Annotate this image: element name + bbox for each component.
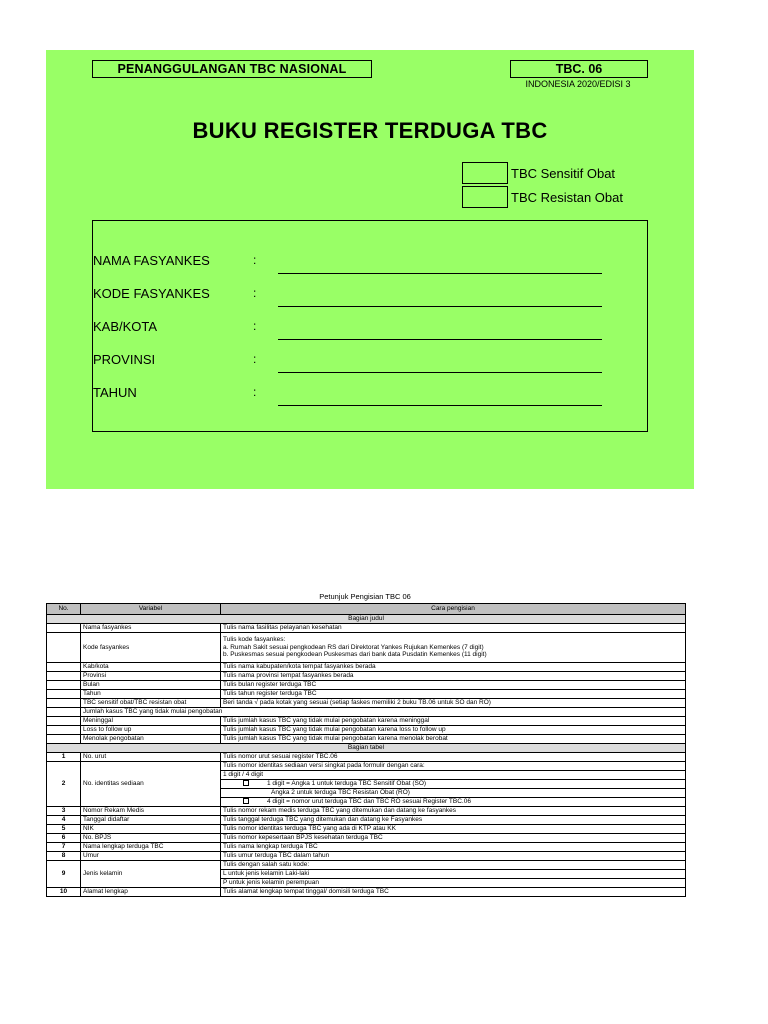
guide-title: Petunjuk Pengisian TBC 06 (319, 592, 411, 601)
section-row (47, 744, 686, 753)
cell-no: 10 (47, 888, 81, 897)
cell-variable: Tahun (81, 690, 221, 699)
form-code: TBC. 06 (510, 60, 648, 78)
checkbox-box[interactable] (462, 186, 508, 208)
cell-no (47, 672, 81, 681)
cell-variable: Kode fasyankes (81, 633, 221, 663)
cell-method: Tulis umur terduga TBC dalam tahun (221, 852, 686, 861)
table-row (47, 735, 686, 744)
cell-variable: Provinsi (81, 672, 221, 681)
cell-variable: TBC sensitif obat/TBC resistan obat (81, 699, 221, 708)
col-header-no: No. (47, 604, 81, 615)
field-label: KODE FASYANKES (93, 286, 210, 301)
cell-method: Tulis alamat lengkap tempat tinggal/ domisili terduga TBC (221, 888, 686, 897)
cell-method: Tulis nomor urut sesuai register TBC.06 (221, 753, 686, 762)
cell-no (47, 633, 81, 663)
cell-method: Tulis nama fasilitas pelayanan kesehatan (221, 624, 686, 633)
option-text: 1 digit = Angka 1 untuk terduga TBC Sensitif Obat (SO) (267, 780, 427, 788)
table-row (47, 753, 686, 762)
cell-variable: Nomor Rekam Medis (81, 807, 221, 816)
cell-no: 7 (47, 843, 81, 852)
cell-no: 6 (47, 834, 81, 843)
table-row (47, 624, 686, 633)
cell-variable: Tanggal didaftar (81, 816, 221, 825)
field-colon: : (253, 253, 257, 267)
cell-variable: No. identitas sediaan (81, 762, 221, 807)
cell-no: 5 (47, 825, 81, 834)
table-row (47, 834, 686, 843)
field-underline[interactable] (278, 273, 602, 274)
field-district[interactable] (93, 317, 649, 339)
cell-no: 2 (47, 762, 81, 807)
table-row (47, 681, 686, 690)
cell-variable: Nama fasyankes (81, 624, 221, 633)
method-line: a. Rumah Sakit sesuai pengkodean RS dari Direktorat Yankes Rujukan Kemenkes (7 digit) (223, 643, 484, 651)
facility-info-box (92, 220, 648, 432)
table-row (47, 888, 686, 897)
cell-no (47, 663, 81, 672)
cell-method: P untuk jenis kelamin perempuan (221, 879, 686, 888)
table-row (47, 762, 686, 771)
cell-method: Tulis tanggal terduga TBC yang ditemukan dan datang ke Fasyankes (221, 816, 686, 825)
cell-method: Tulis nama kabupaten/kota tempat fasyankes berada (221, 663, 686, 672)
checkbox-sensitive[interactable] (462, 162, 615, 184)
cell-method: Tulis nomor kepesertaan BPJS kesehatan terduga TBC (221, 834, 686, 843)
cell-method: Tulis jumlah kasus TBC yang tidak mulai pengobatan karena menolak berobat (221, 735, 686, 744)
cell-variable: NIK (81, 825, 221, 834)
cell-no (47, 624, 81, 633)
cell-no (47, 726, 81, 735)
cell-no: 8 (47, 852, 81, 861)
field-colon: : (253, 385, 257, 399)
cell-no (47, 735, 81, 744)
cell-variable: Loss to follow up (81, 726, 221, 735)
cell-method: 1 digit / 4 digit (221, 771, 686, 780)
cell-no (47, 717, 81, 726)
table-row (47, 843, 686, 852)
checkbox-icon (243, 780, 249, 786)
table-row (47, 699, 686, 708)
cell-method: Tulis nama provinsi tempat fasyankes berada (221, 672, 686, 681)
cell-no (47, 690, 81, 699)
program-name: PENANGGULANGAN TBC NASIONAL (92, 60, 372, 78)
field-province[interactable] (93, 350, 649, 372)
cell-method: Tulis nama lengkap terduga TBC (221, 843, 686, 852)
cell-variable: Menolak pengobatan (81, 735, 221, 744)
table-row (47, 861, 686, 870)
section-table-title: Bagian tabel (47, 744, 686, 753)
cell-method: Tulis nomor identitas terduga TBC yang ada di KTP atau KK (221, 825, 686, 834)
field-label: KAB/KOTA (93, 319, 158, 334)
checkbox-label: TBC Resistan Obat (511, 189, 623, 205)
checkbox-box[interactable] (462, 162, 508, 184)
cell-no (47, 708, 81, 717)
col-header-method: Cara pengisian (221, 604, 686, 615)
field-underline[interactable] (278, 405, 602, 406)
field-colon: : (253, 352, 257, 366)
field-colon: : (253, 286, 257, 300)
field-year[interactable] (93, 383, 649, 405)
table-row (47, 726, 686, 735)
cell-variable: Alamat lengkap (81, 888, 221, 897)
field-facility-code[interactable] (93, 284, 649, 306)
cell-method: L untuk jenis kelamin Laki-laki (221, 870, 686, 879)
cell-no (47, 681, 81, 690)
edition-label: INDONESIA 2020/EDISI 3 (525, 79, 631, 89)
table-row (47, 672, 686, 681)
cell-variable: No. BPJS (81, 834, 221, 843)
subheading-row (47, 708, 686, 717)
table-row (47, 825, 686, 834)
cell-method: Tulis jumlah kasus TBC yang tidak mulai pengobatan karena meninggal (221, 717, 686, 726)
cell-variable: No. urut (81, 753, 221, 762)
method-line: Tulis kode fasyankes: (223, 636, 286, 644)
table-row (47, 852, 686, 861)
cell-no: 1 (47, 753, 81, 762)
table-row (47, 807, 686, 816)
checkbox-resistant[interactable] (462, 186, 623, 208)
field-label: NAMA FASYANKES (93, 253, 210, 268)
cell-method: Beri tanda √ pada kotak yang sesuai (setiap faskes memiliki 2 buku TB.06 untuk SO dan RO) (221, 699, 686, 708)
table-row (47, 633, 686, 663)
cell-method (221, 633, 686, 663)
cell-method: Angka 2 untuk terduga TBC Resistan Obat (RO) (221, 789, 686, 798)
cell-variable: Nama lengkap terduga TBC (81, 843, 221, 852)
cell-no: 9 (47, 861, 81, 888)
cell-variable: Bulan (81, 681, 221, 690)
cell-no: 3 (47, 807, 81, 816)
table-row (47, 663, 686, 672)
cell-variable: Umur (81, 852, 221, 861)
cell-variable: Jenis kelamin (81, 861, 221, 888)
cell-variable: Kab/kota (81, 663, 221, 672)
col-header-variable: Variabel (81, 604, 221, 615)
not-started-label: Jumlah kasus TBC yang tidak mulai pengobatan (81, 708, 686, 717)
cell-variable: Meninggal (81, 717, 221, 726)
cell-method: Tulis tahun register terduga TBC (221, 690, 686, 699)
table-row (47, 816, 686, 825)
cell-method: Tulis bulan register terduga TBC (221, 681, 686, 690)
register-cover (46, 50, 694, 489)
method-line: b. Puskesmas sesuai pengkodean Puskesmas dari bank data Pusdatin Kemenkes (11 digit) (223, 651, 487, 659)
cell-method (221, 780, 686, 789)
cell-no (47, 699, 81, 708)
field-underline[interactable] (278, 372, 602, 373)
cell-method: Tulis nomor identitas sediaan versi singkat pada formulir dengan cara: (221, 762, 686, 771)
field-underline[interactable] (278, 339, 602, 340)
option-text: 4 digit = nomor urut terduga TBC dan TBC RO sesuai Register TBC.06 (267, 798, 471, 806)
field-label: TAHUN (93, 385, 137, 400)
section-header-title: Bagian judul (47, 615, 686, 624)
register-title: BUKU REGISTER TERDUGA TBC (192, 118, 548, 143)
checkbox-label: TBC Sensitif Obat (511, 165, 616, 181)
checkbox-icon (243, 798, 249, 804)
field-label: PROVINSI (93, 352, 156, 367)
section-row (47, 615, 686, 624)
table-header-row (47, 604, 686, 615)
table-row (47, 717, 686, 726)
cell-method: Tulis nomor rekam medis terduga TBC yang ditemukan dan datang ke fasyankes (221, 807, 686, 816)
cell-method (221, 798, 686, 807)
field-underline[interactable] (278, 306, 602, 307)
cell-no: 4 (47, 816, 81, 825)
instruction-table (46, 603, 686, 897)
table-row (47, 690, 686, 699)
cell-method: Tulis jumlah kasus TBC yang tidak mulai pengobatan karena loss to follow up (221, 726, 686, 735)
cell-method: Tulis dengan salah satu kode: (221, 861, 686, 870)
field-colon: : (253, 319, 257, 333)
field-facility-name[interactable] (93, 251, 649, 273)
